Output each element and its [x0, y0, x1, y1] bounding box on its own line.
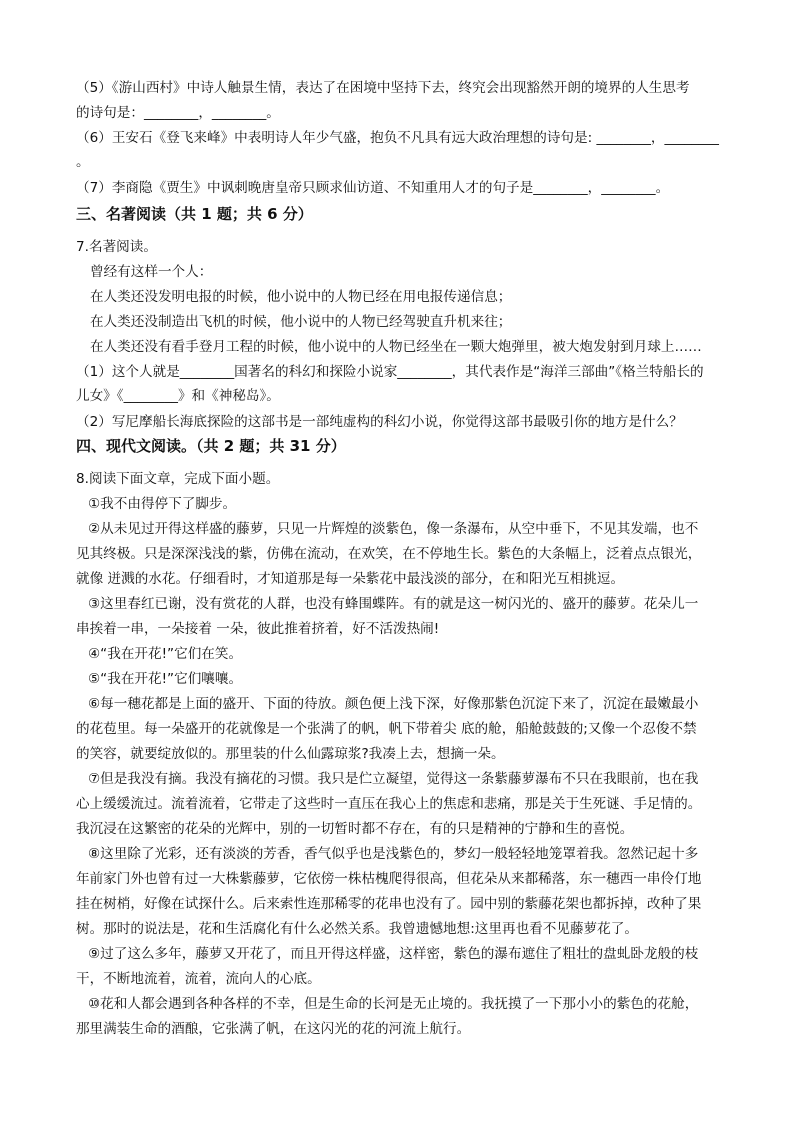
article-paragraph-9-line-1: ⑨过了这么多年，藤萝又开花了，而且开得这样盛，这样密，紫色的瀑布遮住了粗壮的盘虬卧龙般的枝: [88, 946, 699, 962]
article-paragraph-7-line-1: ⑦但是我没有摘。我没有摘花的习惯。我只是伫立凝望，觉得这一条紫藤萝瀑布不只在我眼前，也在我: [88, 771, 699, 787]
article-paragraph-8-line-1: ⑧这里除了光彩，还有淡淡的芳香，香气似乎也是浅紫色的，梦幻一般轻轻地笼罩着我。忽然记起十多: [88, 846, 699, 862]
article-paragraph-10-line-1: ⑩花和人都会遇到各种各样的不幸，但是生命的长河是无止境的。我抚摸了一下那小小的紫色的花舱，: [88, 996, 699, 1012]
article-paragraph-3-line-2: 串挨着一串，一朵接着 一朵，彼此推着挤着，好不活泼热闹!: [76, 621, 440, 637]
sub-question-1-line-1: （1）这个人就是________国著名的科幻和探险小说家________，其代表作是“海洋三部曲”《格兰特船长的: [76, 364, 704, 380]
article-paragraph-10-line-2: 那里满装生命的酒酿，它张满了帆，在这闪光的花的河流上航行。: [76, 1021, 471, 1037]
question-6-line-1: （6）王安石《登飞来峰》中表明诗人年少气盛，抱负不凡具有远大政治理想的诗句是: ________，________: [76, 130, 719, 146]
article-paragraph-9-line-2: 干，不断地流着，流着，流向人的心底。: [76, 971, 321, 987]
article-paragraph-7-line-3: 我沉浸在这繁密的花朵的光辉中，别的一切暂时都不存在，有的只是精神的宁静和生的喜悦。: [76, 821, 634, 837]
article-paragraph-4: ④“我在开花!”它们在笑。: [88, 646, 243, 662]
article-paragraph-6-line-1: ⑥每一穗花都是上面的盛开、下面的待放。颜色便上浅下深，好像那紫色沉淀下来了，沉淀在最嫩最小: [88, 696, 699, 712]
article-paragraph-6-line-2: 的花苞里。每一朵盛开的花就像是一个张满了的帆，帆下带着尖 底的舱，船舱鼓鼓的;又像一个忍俊不禁: [76, 721, 697, 737]
article-paragraph-8-line-2: 年前家门外也曾有过一大株紫藤萝，它依傍一株枯槐爬得很高，但花朵从来都稀落，东一穗西一串伶仃地: [76, 871, 702, 887]
question-5-line-1: （5）《游山西村》中诗人触景生情，表达了在困境中坚持下去，终究会出现豁然开朗的境界的人生思考: [76, 80, 690, 96]
article-paragraph-1: ①我不由得停下了脚步。: [88, 496, 237, 512]
reading-intro-line-2: 在人类还没发明电报的时候，他小说中的人物已经在用电报传递信息；: [90, 289, 512, 305]
sub-question-1-line-2: 儿女》《________》和《神秘岛》。: [76, 388, 280, 404]
article-paragraph-3-line-1: ③这里春红已谢，没有赏花的人群，也没有蜂围蝶阵。有的就是这一树闪光的、盛开的藤萝。花朵儿一: [88, 596, 699, 612]
article-paragraph-2-line-2: 见其终极。只是深深浅浅的紫，仿佛在流动，在欢笑，在不停地生长。紫色的大条幅上，泛着点点银光，: [76, 546, 702, 562]
article-paragraph-8-line-4: 树。那时的说法是，花和生活腐化有什么必然关系。我曾遗憾地想:这里再也看不见藤萝花了。: [76, 921, 638, 937]
sub-question-2-line: （2）写尼摩船长海底探险的这部书是一部纯虚构的科幻小说，你觉得这部书最吸引你的地方是什么？: [76, 414, 683, 430]
section-heading-3: 三、名著阅读（共 1 题；共 6 分）: [76, 205, 313, 223]
article-paragraph-2-line-3: 就像 迸溅的水花。仔细看时，才知道那是每一朵紫花中最浅淡的部分，在和阳光互相挑逗。: [76, 571, 625, 587]
question-7-title: 7.名著阅读。: [76, 239, 157, 255]
article-paragraph-8-line-3: 挂在树梢，好像在试探什么。后来索性连那稀零的花串也没有了。园中别的紫藤花架也都拆掉，改种了果: [76, 896, 702, 912]
question-5-line-2: 的诗句是：________，________。: [76, 105, 280, 121]
section-heading-4: 四、现代文阅读。（共 2 题；共 31 分）: [76, 437, 346, 455]
reading-intro-line-4: 在人类还没有看手登月工程的时候，他小说中的人物已经坐在一颗大炮弹里，被大炮发射到月球上……: [90, 339, 702, 355]
article-paragraph-7-line-2: 心上缓缓流过。流着流着，它带走了这些时一直压在我心上的焦虑和悲痛，那是关于生死谜、手足情的。: [76, 796, 702, 812]
question-6-line-2: 。: [76, 154, 90, 170]
reading-intro-line-3: 在人类还没制造出飞机的时候，他小说中的人物已经驾驶直升机来往；: [90, 314, 512, 330]
article-paragraph-2-line-1: ②从未见过开得这样盛的藤萝，只见一片辉煌的淡紫色，像一条瀑布，从空中垂下，不见其发端，也不: [88, 521, 699, 537]
article-paragraph-6-line-3: 的笑容，就要绽放似的。那里装的什么仙露琼浆?我凑上去，想摘一朵。: [76, 746, 505, 762]
reading-intro-line-1: 曾经有这样一个人：: [90, 264, 213, 280]
question-7-line: （7）李商隐《贾生》中讽刺晚唐皇帝只顾求仙访道、不知重用人才的句子是________，________。: [76, 180, 670, 196]
question-8-title: 8.阅读下面文章，完成下面小题。: [76, 471, 280, 487]
article-paragraph-5: ⑤“我在开花!”它们嚷嚷。: [88, 671, 243, 687]
